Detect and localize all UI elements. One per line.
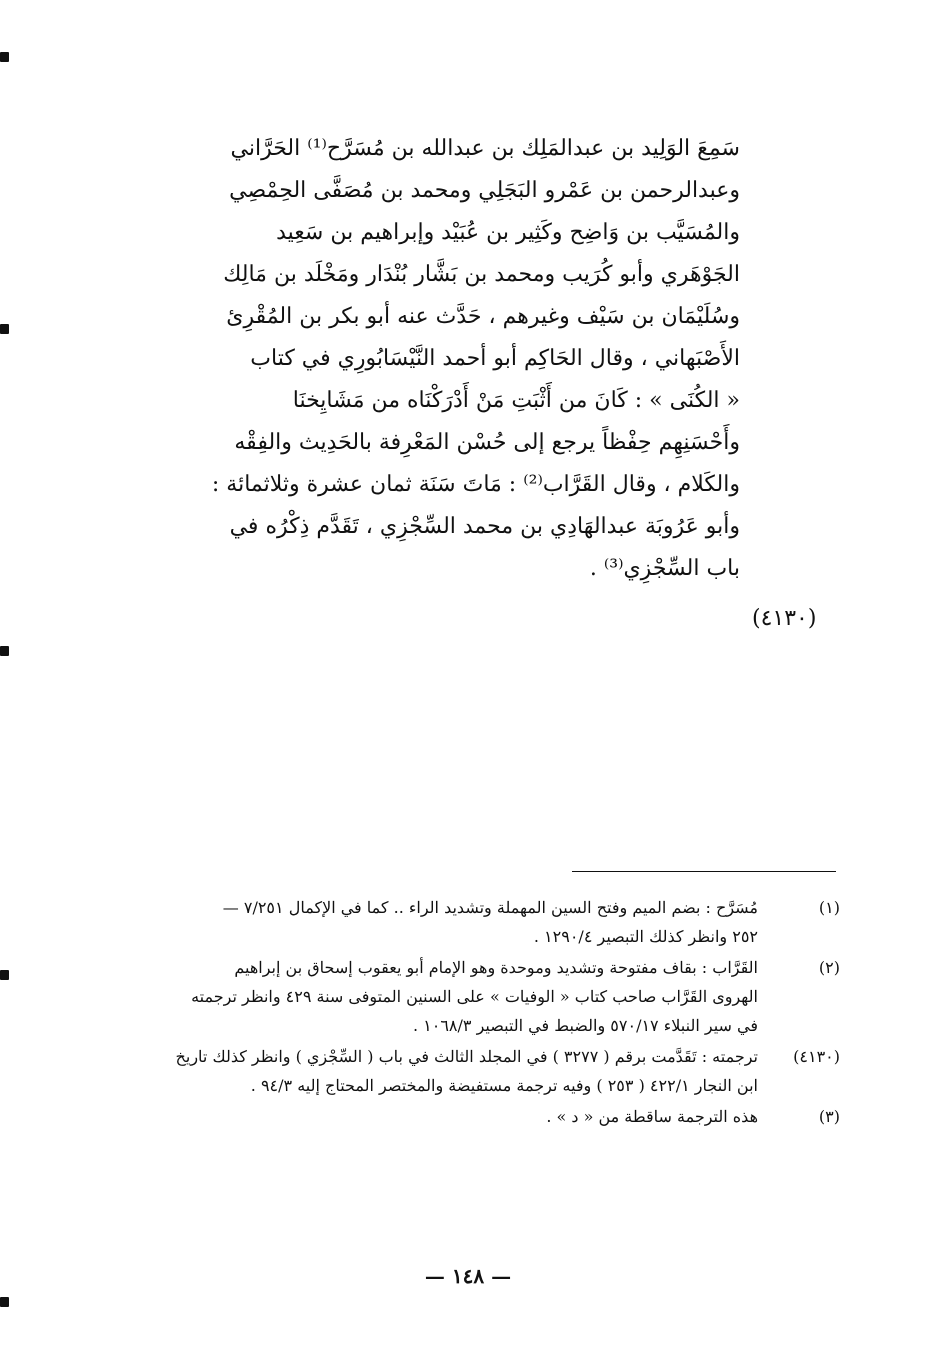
footnote: [85, 893, 840, 951]
text-line: والمُسَيَّب بن وَاضِح وكَثِير بن عُبَيْد وإبراهيم بن سَعِيد: [276, 220, 740, 245]
footnote-number: (٢): [818, 958, 840, 977]
text-line: سَمِعَ الوَلِيد بن عبدالمَلِك بن عبدالله بن مُسَرَّح⁽¹⁾ الحَرَّاني: [230, 136, 740, 161]
page-number: — ١٤٨ —: [424, 1264, 512, 1288]
text-line: « الكُنَى » : كَانَ من أَثْبَتِ مَنْ أَدْرَكْنَاه من مَشَايِخنَا: [292, 388, 740, 413]
footnote: [85, 1102, 840, 1131]
text-line: وأَحْسَنِهِم حِفْظاً يرجع إلى حُسْن المَعْرِفة بالحَدِيث والفِقْه: [234, 430, 740, 455]
footnote-line: الهروى القَرَّاب صاحب كتاب « الوفيات » على السنين المتوفى سنة ٤٢٩ وانظر ترجمته: [191, 987, 758, 1006]
footnote-separator: [572, 871, 836, 872]
text-line: باب السِّجْزِي⁽³⁾ .: [589, 556, 740, 581]
footnote-number: (٤١٣٠): [793, 1047, 840, 1066]
footnote-line: ترجمته : تَقَدَّمت برقم ( ٣٢٧٧ ) في المجلد الثالث في باب ( السِّجْزي ) وانظر كذلك تاريخ: [175, 1047, 758, 1066]
text-line: الأَصْبَهاني ، وقال الحَاكِم أبو أحمد النَّيْسَابُورِي في كتاب: [250, 346, 740, 371]
text-line: وأبو عَرُوبَة عبدالهَادِي بن محمد السِّجْزِي ، تَقَدَّم ذِكْرُه في: [229, 514, 740, 539]
footnote-line: في سير النبلاء ٥٧٠/١٧ والضبط في التبصير ١٠٦٨/٣ .: [412, 1016, 758, 1035]
footnote: [85, 1042, 840, 1100]
text-line: وعبدالرحمن بن عَمْرو البَجَلِي ومحمد بن مُصَفَّى الحِمْصِي: [229, 178, 740, 203]
text-line: والكَلام ، وقال القَرَّاب⁽²⁾ : مَاتَ سَنَة ثمان عشرة وثلاثمائة :: [211, 472, 740, 497]
footnote: [85, 953, 840, 1040]
scan-edge-mark: [0, 646, 9, 656]
footnote-line: القَرَّاب : بقاف مفتوحة وتشديد وموحدة وهو الإمام أبو يعقوب إسحاق بن إبراهيم: [234, 958, 758, 977]
footnotes: [85, 893, 840, 1133]
main-text-block: [150, 128, 740, 590]
scan-edge-mark: [0, 52, 9, 62]
entry-number: (٤١٣٠): [752, 606, 817, 631]
footnote-line: مُسَرَّح : بضم الميم وفتح السين المهملة وتشديد الراء .. كما في الإكمال ٧/٢٥١ —: [222, 898, 758, 917]
footnote-number: (١): [818, 898, 840, 917]
footnote-number: (٣): [818, 1107, 840, 1126]
scan-edge-mark: [0, 970, 9, 980]
text-line: الجَوْهَري وأبو كُرَيب ومحمد بن بَشَّار بُنْدَار ومَخْلَد بن مَالِك: [223, 262, 740, 287]
text-line: وسُلَيْمَان بن سَيْف وغيرهم ، حَدَّث عنه أبو بكر بن المُقْرِئ: [226, 304, 740, 329]
footnote-line: هذه الترجمة ساقطة من « د » .: [546, 1107, 758, 1126]
scan-edge-mark: [0, 1297, 9, 1307]
footnote-line: ٢٥٢ وانظر كذلك التبصير ١٢٩٠/٤ .: [533, 927, 758, 946]
footnote-line: ابن النجار ٤٢٢/١ ( ٢٥٣ ) وفيه ترجمة مستفيضة والمختصر المحتاج إليه ٩٤/٣ .: [250, 1076, 758, 1095]
scan-edge-mark: [0, 324, 9, 334]
